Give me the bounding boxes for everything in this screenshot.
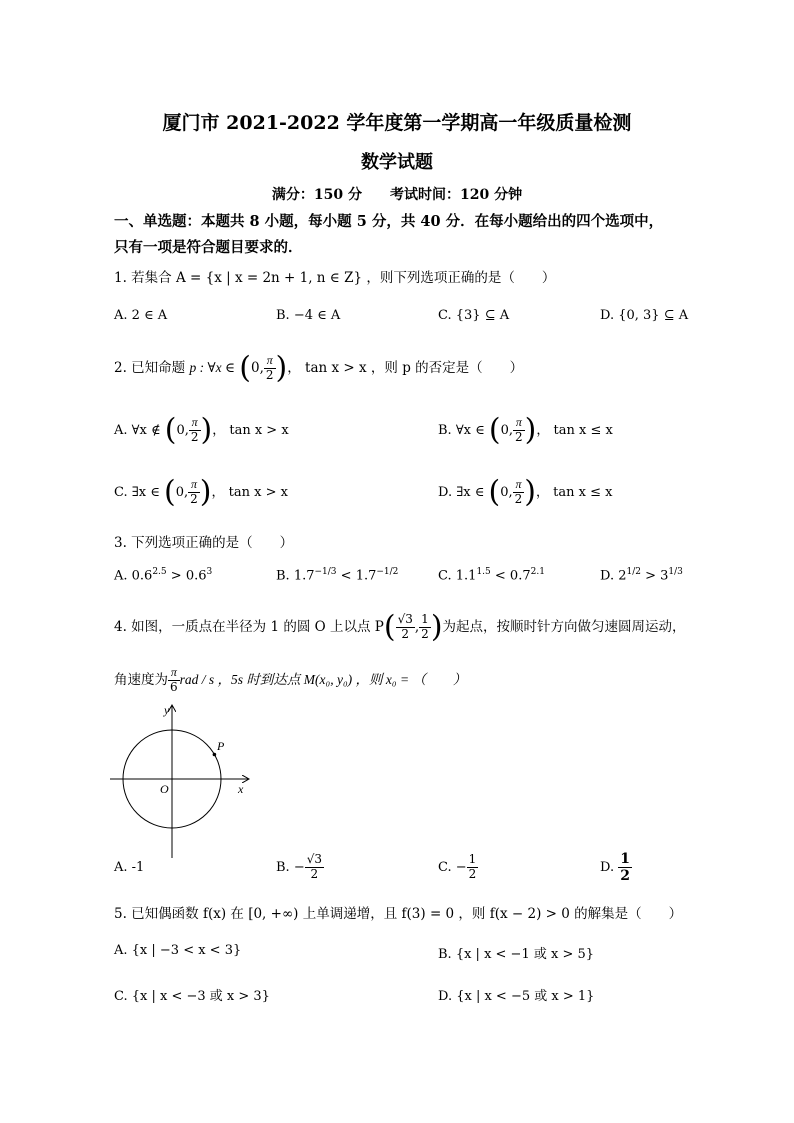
question-5-option-d: D. {x | x < −5 或 x > 1} — [438, 989, 595, 1004]
question-3-stem: 3. 下列选项正确的是（ ） — [114, 535, 294, 551]
section-heading-cont: 只有一项是符合题目要求的． — [114, 239, 303, 256]
question-4-option-d: D. $\frac{1}{2}$ — [600, 850, 630, 884]
question-1-option-a: A. 2 ∈ A — [114, 308, 168, 323]
question-3-option-d: D. $2^{1/2} > 3^{1/3}$ — [600, 567, 683, 584]
question-4-option-a: A. -1 — [114, 860, 145, 875]
point-p-marker — [213, 753, 217, 757]
question-2-stem: 2. 已知命题 p : ∀x ∈ (0, $\frac{\pi}{2}$ )， tan x > x ，则 p 的否定是（ ） — [114, 350, 524, 386]
question-1-stem: 1. 若集合 A = {x | x = 2n + 1, n ∈ Z} ，则下列选项正确的是（ ） — [114, 270, 556, 286]
y-axis-label: y — [164, 703, 170, 717]
question-5-option-a: A. {x | −3 < x < 3} — [114, 943, 242, 958]
question-4-option-c: C. − $\frac{1}{2}$ — [438, 852, 477, 881]
question-1-option-d: D. {0, 3} ⊆ A — [600, 308, 689, 323]
question-2-option-a: A. ∀x ∉ (0, $\frac{\pi}{2}$ )， tan x > x — [114, 412, 289, 448]
question-2-option-d: D. ∃x ∈ (0, $\frac{\pi}{2}$ )， tan x ≤ x — [438, 474, 613, 510]
page-title: 厦门市 2021-2022 学年度第一学期高一年级质量检测 — [162, 112, 632, 134]
section-heading: 一、单选题：本题共 8 小题，每小题 5 分，共 40 分．在每小题给出的四个选项中， — [114, 213, 664, 230]
page-subtitle: 数学试题 — [361, 152, 433, 173]
question-3-option-c: C. $1.1^{1.5} < 0.7^{2.1}$ — [438, 567, 545, 584]
question-3-option-a: A. $0.6^{2.5} > 0.6^3$ — [114, 567, 213, 584]
exam-info: 满分：150 分 考试时间：120 分钟 — [271, 187, 523, 203]
point-p-label: P — [217, 739, 225, 753]
question-2-option-c: C. ∃x ∈ (0, $\frac{\pi}{2}$ )， tan x > x — [114, 474, 288, 510]
question-4-option-b: B. − $\frac{√3}{2}$ — [276, 852, 323, 881]
question-1-option-c: C. {3} ⊆ A — [438, 308, 510, 323]
question-5-option-c: C. {x | x < −3 或 x > 3} — [114, 989, 270, 1004]
question-3-option-b: B. $1.7^{-1/3} < 1.7^{-1/2}$ — [276, 567, 399, 584]
question-5-stem: 5. 已知偶函数 f(x) 在 [0, +∞) 上单调递增，且 f(3) = 0 ，则 f(x − 2) > 0 的解集是（ ） — [114, 906, 683, 922]
question-4-stem-line1: 4. 如图，一质点在半径为 1 的圆 O 上以点 P( $\frac{√3}{2}$ , $\frac{1}{2}$ )为起点，按顺时针方向做匀速圆周运动， — [114, 609, 686, 645]
question-4-stem-line2: 角速度为 $\frac{\pi}{6}$ rad / s ，5s 时到达点 M(x₀, y₀) ，则 x₀ = （ ） — [114, 665, 467, 694]
question-5-option-b: B. {x | x < −1 或 x > 5} — [438, 947, 595, 962]
origin-label: O — [160, 782, 169, 796]
question-2-option-b: B. ∀x ∈ (0, $\frac{\pi}{2}$ )， tan x ≤ x — [438, 412, 613, 448]
question-4-figure — [108, 700, 258, 860]
x-axis-label: x — [238, 782, 244, 796]
question-1-option-b: B. −4 ∈ A — [276, 308, 341, 323]
